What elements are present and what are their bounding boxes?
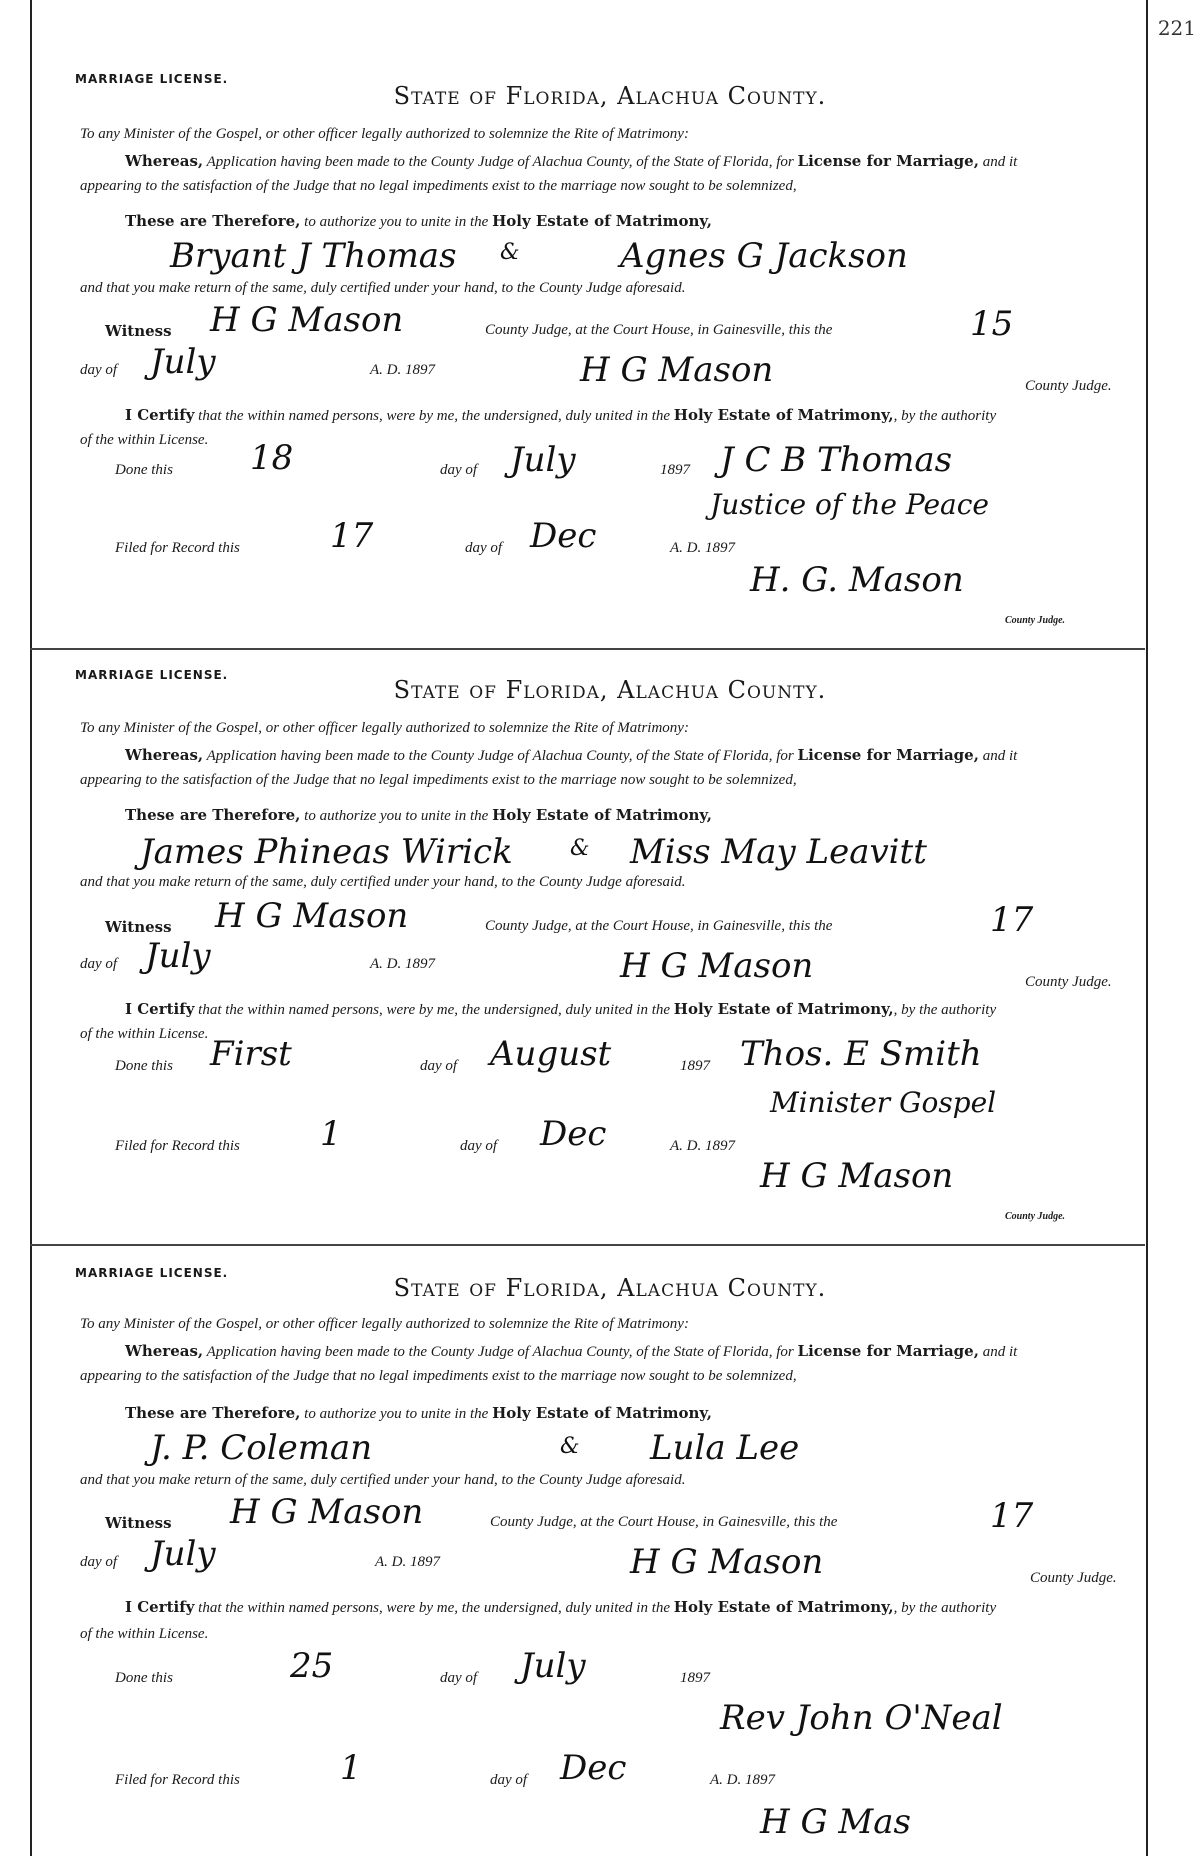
and-that-line: and that you make return of the same, duly certified under your hand, to the County Judge aforesaid. xyxy=(80,280,686,296)
whereas-line: Whereas, Application having been made to the County Judge of Alachua County, of the State of Florida, for License for Marriage, and it xyxy=(125,152,1018,170)
license-separator xyxy=(30,648,1145,650)
done-day-of-label: day of xyxy=(440,1670,478,1686)
witness-day: 15 xyxy=(970,304,1014,344)
certify-line: I Certify that the within named persons, were by me, the undersigned, duly united in the Holy Estate of Matrimony,, by the authority xyxy=(125,406,997,424)
license-header: State of Florida, Alachua County. xyxy=(393,676,827,704)
done-year: 1897 xyxy=(660,462,690,478)
county-judge-at-line: County Judge, at the Court House, in Gainesville, this the xyxy=(490,1514,838,1530)
filed-signature: H. G. Mason xyxy=(750,560,964,600)
license-label: MARRIAGE LICENSE. xyxy=(75,1266,229,1280)
marriage-license-1 xyxy=(70,60,1150,640)
done-day-of-label: day of xyxy=(440,462,478,478)
day-of-label: day of xyxy=(80,956,118,972)
done-month: July xyxy=(520,1646,586,1686)
certify-line: I Certify that the within named persons, were by me, the undersigned, duly united in the Holy Estate of Matrimony,, by the authority xyxy=(125,1000,997,1018)
done-this-label: Done this xyxy=(115,1670,173,1686)
judge-signature: H G Mason xyxy=(620,946,814,986)
filed-signature: H G Mas xyxy=(760,1802,911,1842)
ad-label: A. D. 1897 xyxy=(375,1554,440,1570)
and-word: & xyxy=(560,1434,580,1459)
and-that-line: and that you make return of the same, duly certified under your hand, to the County Judge aforesaid. xyxy=(80,874,686,890)
page-number: 221 xyxy=(1157,16,1196,40)
witness-day: 17 xyxy=(990,900,1034,940)
bride-name: Miss May Leavitt xyxy=(630,832,927,872)
ad-label: A. D. 1897 xyxy=(370,956,435,972)
groom-name: J. P. Coleman xyxy=(150,1428,373,1468)
done-this-label: Done this xyxy=(115,1058,173,1074)
groom-name: James Phineas Wirick xyxy=(140,832,513,872)
filed-day-of-label: day of xyxy=(460,1138,498,1154)
whereas-line: Whereas, Application having been made to the County Judge of Alachua County, of the State of Florida, for License for Marriage, and it xyxy=(125,1342,1018,1360)
filed-day: 1 xyxy=(340,1748,362,1788)
license-label: MARRIAGE LICENSE. xyxy=(75,668,229,682)
and-word: & xyxy=(570,836,590,861)
filed-month: Dec xyxy=(560,1748,627,1788)
county-judge-at-line: County Judge, at the Court House, in Gainesville, this the xyxy=(485,918,833,934)
done-day: First xyxy=(210,1034,292,1074)
filed-year: A. D. 1897 xyxy=(670,1138,735,1154)
witness-label: Witness xyxy=(105,918,172,936)
filed-label: Filed for Record this xyxy=(115,540,240,556)
filed-month: Dec xyxy=(540,1114,607,1154)
filed-signature: H G Mason xyxy=(760,1156,954,1196)
done-day-of-label: day of xyxy=(420,1058,458,1074)
witness-label: Witness xyxy=(105,322,172,340)
filed-label: Filed for Record this xyxy=(115,1772,240,1788)
of-within-line: of the within License. xyxy=(80,1626,209,1642)
judge-signature: H G Mason xyxy=(580,350,774,390)
done-day: 25 xyxy=(290,1646,334,1686)
county-judge-at-line: County Judge, at the Court House, in Gainesville, this the xyxy=(485,322,833,338)
county-judge-label: County Judge. xyxy=(1025,378,1112,394)
whereas-line: Whereas, Application having been made to the County Judge of Alachua County, of the State of Florida, for License for Marriage, and it xyxy=(125,746,1018,764)
and-word: & xyxy=(500,240,520,265)
done-this-label: Done this xyxy=(115,462,173,478)
appearing-line: appearing to the satisfaction of the Judge that no legal impediments exist to the marriage now sought to be solemnized, xyxy=(80,1368,797,1384)
these-line: These are Therefore, to authorize you to unite in the Holy Estate of Matrimony, xyxy=(125,1404,712,1422)
to-any-line: To any Minister of the Gospel, or other officer legally authorized to solemnize the Rite of Matrimony: xyxy=(80,720,689,736)
appearing-line: appearing to the satisfaction of the Judge that no legal impediments exist to the marriage now sought to be solemnized, xyxy=(80,178,797,194)
day-of-label: day of xyxy=(80,1554,118,1570)
month: July xyxy=(150,342,216,382)
marriage-license-3 xyxy=(70,1252,1150,1852)
to-any-line: To any Minister of the Gospel, or other officer legally authorized to solemnize the Rite of Matrimony: xyxy=(80,1316,689,1332)
and-that-line: and that you make return of the same, duly certified under your hand, to the County Judge aforesaid. xyxy=(80,1472,686,1488)
marriage-license-2 xyxy=(70,656,1150,1236)
witness-label: Witness xyxy=(105,1514,172,1532)
officiant-title: Justice of the Peace xyxy=(710,488,989,521)
bride-name: Lula Lee xyxy=(650,1428,800,1468)
county-judge-small: County Judge. xyxy=(1005,1211,1066,1222)
month: July xyxy=(150,1534,216,1574)
officiant-signature: Rev John O'Neal xyxy=(720,1698,1003,1738)
license-separator xyxy=(30,1244,1145,1246)
filed-month: Dec xyxy=(530,516,597,556)
done-year: 1897 xyxy=(680,1058,710,1074)
these-line: These are Therefore, to authorize you to unite in the Holy Estate of Matrimony, xyxy=(125,212,712,230)
judge-signature: H G Mason xyxy=(630,1542,824,1582)
officiant-title: Minister Gospel xyxy=(770,1086,997,1119)
filed-day: 17 xyxy=(330,516,374,556)
filed-day-of-label: day of xyxy=(490,1772,528,1788)
witness-signature: H G Mason xyxy=(210,300,404,340)
left-margin-line xyxy=(30,0,32,1856)
appearing-line: appearing to the satisfaction of the Judge that no legal impediments exist to the marriage now sought to be solemnized, xyxy=(80,772,797,788)
filed-day: 1 xyxy=(320,1114,342,1154)
county-judge-label: County Judge. xyxy=(1030,1570,1117,1586)
filed-label: Filed for Record this xyxy=(115,1138,240,1154)
county-judge-label: County Judge. xyxy=(1025,974,1112,990)
these-line: These are Therefore, to authorize you to unite in the Holy Estate of Matrimony, xyxy=(125,806,712,824)
officiant-signature: Thos. E Smith xyxy=(740,1034,982,1074)
certify-line: I Certify that the within named persons, were by me, the undersigned, duly united in the Holy Estate of Matrimony,, by the authority xyxy=(125,1598,997,1616)
of-within-line: of the within License. xyxy=(80,432,209,448)
filed-year: A. D. 1897 xyxy=(670,540,735,556)
license-header: State of Florida, Alachua County. xyxy=(393,82,827,110)
filed-year: A. D. 1897 xyxy=(710,1772,775,1788)
ad-label: A. D. 1897 xyxy=(370,362,435,378)
day-of-label: day of xyxy=(80,362,118,378)
month: July xyxy=(145,936,211,976)
to-any-line: To any Minister of the Gospel, or other officer legally authorized to solemnize the Rite of Matrimony: xyxy=(80,126,689,142)
done-year: 1897 xyxy=(680,1670,710,1686)
of-within-line: of the within License. xyxy=(80,1026,209,1042)
witness-signature: H G Mason xyxy=(215,896,409,936)
officiant-signature: J C B Thomas xyxy=(720,440,953,480)
done-month: July xyxy=(510,440,576,480)
done-month: August xyxy=(490,1034,612,1074)
done-day: 18 xyxy=(250,438,294,478)
license-header: State of Florida, Alachua County. xyxy=(393,1274,827,1302)
filed-day-of-label: day of xyxy=(465,540,503,556)
license-label: MARRIAGE LICENSE. xyxy=(75,72,229,86)
witness-signature: H G Mason xyxy=(230,1492,424,1532)
county-judge-small: County Judge. xyxy=(1005,615,1066,626)
bride-name: Agnes G Jackson xyxy=(620,236,908,276)
witness-day: 17 xyxy=(990,1496,1034,1536)
groom-name: Bryant J Thomas xyxy=(170,236,457,276)
